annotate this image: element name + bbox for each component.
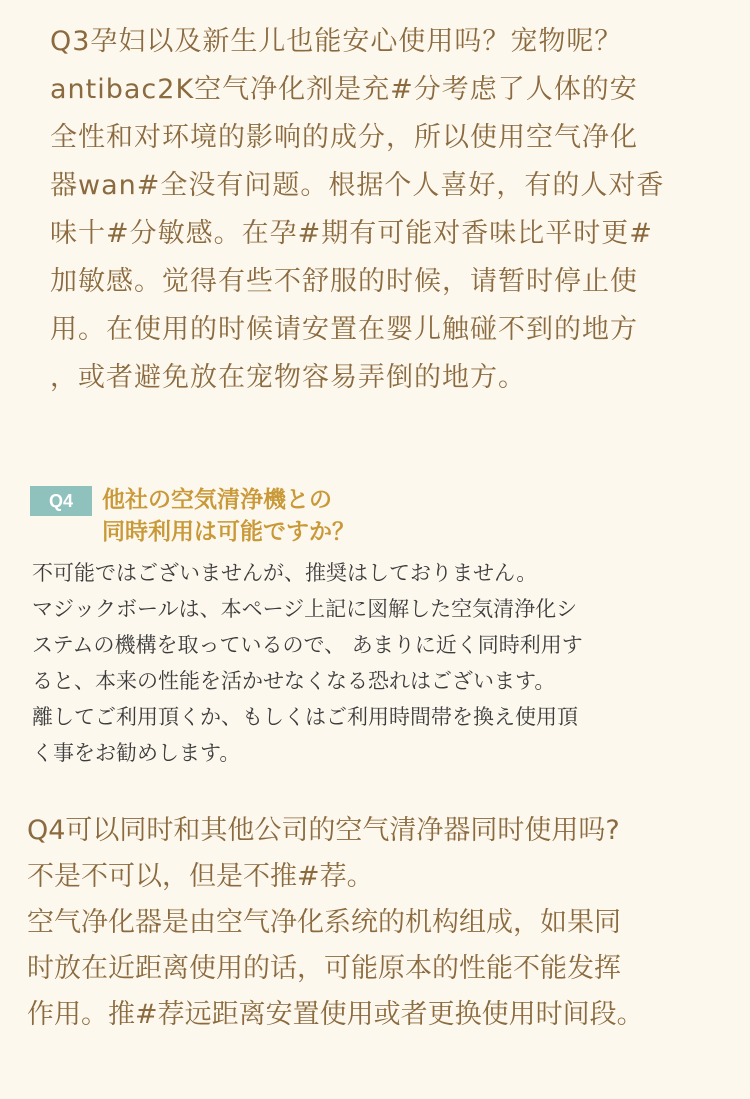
- q3-answer-line: 全性和对环境的影响的成分，所以使用空气净化: [50, 122, 638, 153]
- q3-answer-line: 器wan#全没有问题。根据个人喜好，有的人对香: [50, 170, 665, 201]
- q3-answer-line: 用。在使用的时候请安置在婴儿触碰不到的地方: [50, 314, 638, 345]
- q4-japanese-title-line: 他社の空気清浄機との: [102, 487, 332, 513]
- q4-japanese-body: [32, 555, 732, 771]
- q4-japanese-header: [30, 484, 730, 554]
- q4-answer-line: 空气净化器是由空气净化系统的机构组成，如果同: [27, 907, 621, 938]
- q4-japanese-body-line: 離してご利用頂くか、もしくはご利用時間帯を換え使用頂: [32, 705, 578, 729]
- q4-japanese-body-line: マジックボールは、本ページ上記に図解した空気清浄化シ: [32, 597, 578, 621]
- q4-answer-line: 不是不可以，但是不推#荐。: [27, 861, 374, 892]
- q4-question-line: Q4可以同时和其他公司的空气清净器同时使用吗?: [27, 815, 620, 846]
- q4-answer-line: 作用。推#荐远距离安置使用或者更换使用时间段。: [27, 999, 644, 1030]
- q4-japanese-title-line: 同時利用は可能ですか？: [102, 519, 355, 545]
- q4-badge: Q4: [30, 486, 92, 516]
- q4-japanese-body-line: ると、本来の性能を活かせなくなる恐れはございます。: [32, 669, 556, 693]
- q3-answer-line: antibac2K空气净化剂是充#分考虑了人体的安: [50, 74, 638, 105]
- q3-answer-line: ，或者避免放在宠物容易弄倒的地方。: [50, 362, 526, 393]
- q3-answer-line: 味十#分敏感。在孕#期有可能对香味比平时更#: [50, 218, 653, 249]
- q3-answer-line: 加敏感。觉得有些不舒服的时候，请暂时停止使: [50, 266, 638, 297]
- q4-japanese-title: [102, 484, 702, 548]
- q3-question-line: Q3孕妇以及新生儿也能安心使用吗？宠物呢？: [50, 26, 623, 57]
- q4-answer-line: 时放在近距离使用的话，可能原本的性能不能发挥: [27, 953, 621, 984]
- q4-chinese-section: [27, 808, 742, 1038]
- q4-japanese-body-line: 不可能ではございませんが、推奨はしておりません。: [32, 561, 538, 585]
- q3-chinese-section: [50, 18, 740, 402]
- q4-japanese-body-line: ステムの機構を取っているので、 あまりに近く同時利用す: [32, 633, 583, 657]
- q4-japanese-body-line: く事をお勧めします。: [32, 741, 241, 765]
